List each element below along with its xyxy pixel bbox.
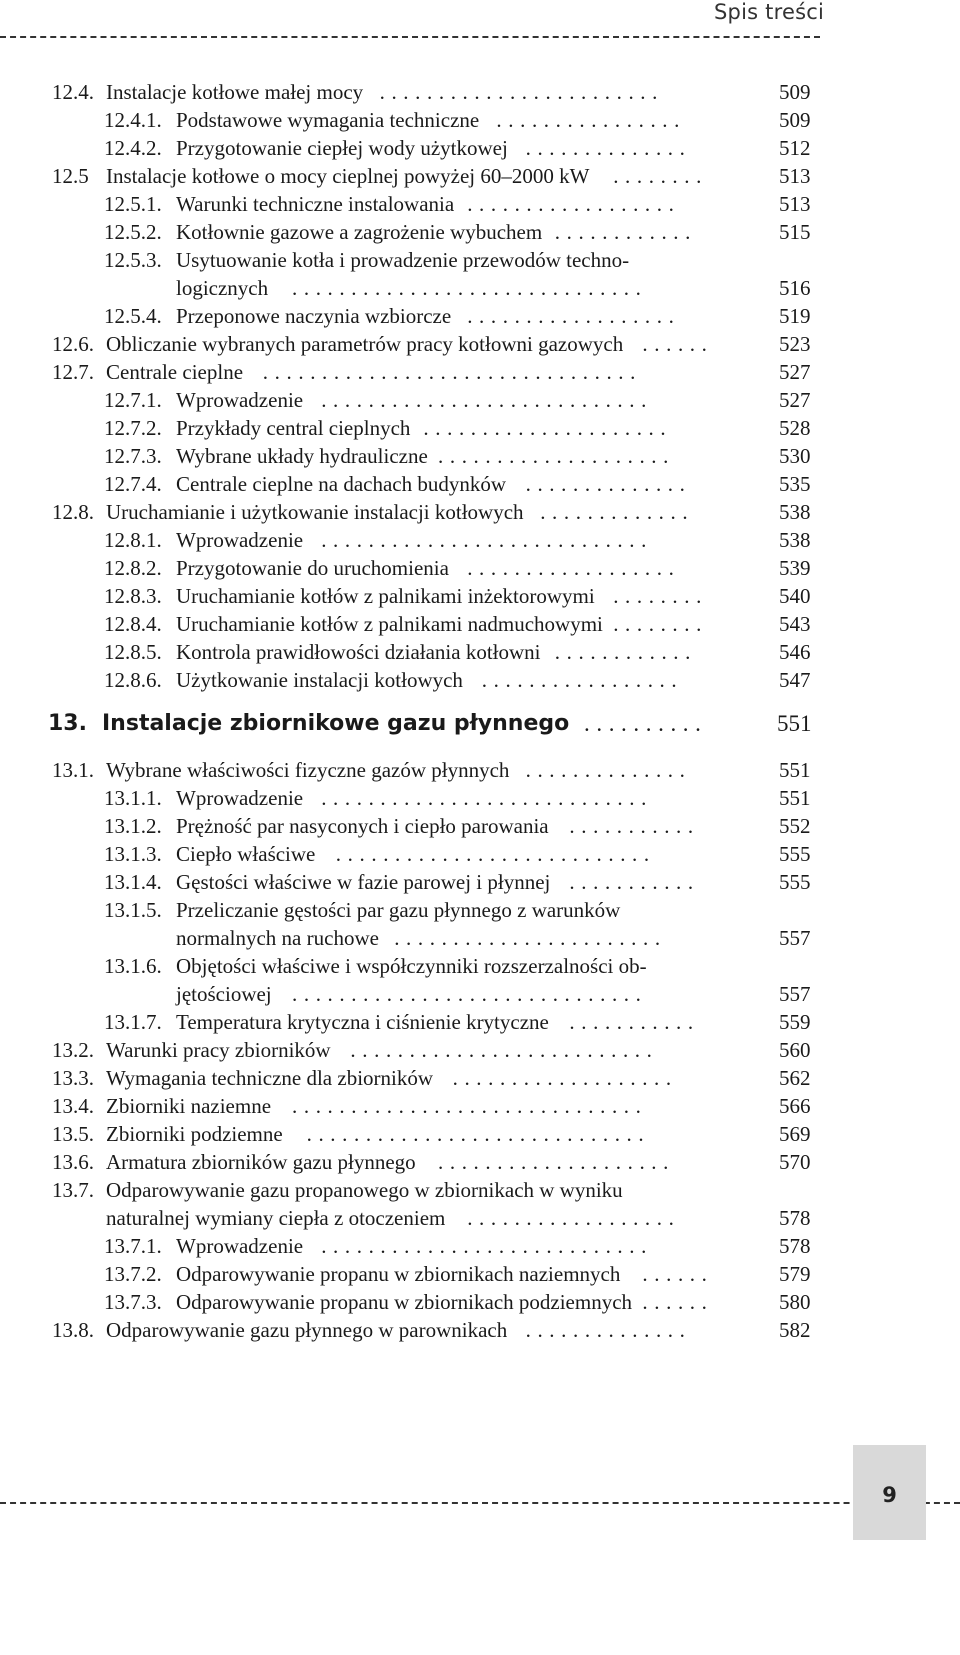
toc-entry-title: Przeliczanie gęstości par gazu płynnego z warunków xyxy=(176,898,621,922)
toc-entry xyxy=(0,952,960,980)
toc-entry-number: 13.2. xyxy=(52,1038,94,1062)
toc-entry-number: 13.5. xyxy=(52,1122,94,1146)
toc-entry-number: 13.1.6. xyxy=(104,954,162,978)
toc-entry-title: Wprowadzenie xyxy=(176,528,304,552)
toc-entry-number: 13.1.4. xyxy=(104,870,162,894)
toc-entry xyxy=(0,784,960,812)
toc-entry-page: 551 xyxy=(779,786,811,810)
toc-entry-number: 12.7. xyxy=(52,360,94,384)
header-divider xyxy=(0,36,820,38)
toc-dot-leader: .............................. xyxy=(292,1094,648,1118)
toc-entry-continuation xyxy=(0,924,960,952)
toc-dot-leader: ........................ xyxy=(379,80,664,104)
toc-entry-title: Przygotowanie do uruchomienia xyxy=(176,556,449,580)
toc-entry-page: 515 xyxy=(779,220,811,244)
toc-entry-page: 580 xyxy=(779,1290,811,1314)
toc-entry-number: 13. xyxy=(48,711,87,736)
toc-entry-number: 13.1. xyxy=(52,758,94,782)
toc-entry xyxy=(0,1260,960,1288)
toc-entry-title: Ciepło właściwe xyxy=(176,842,316,866)
toc-entry xyxy=(0,526,960,554)
toc-entry xyxy=(0,442,960,470)
toc-dot-leader: ...... xyxy=(642,1290,714,1314)
toc-entry xyxy=(0,386,960,414)
toc-entry-page: 551 xyxy=(777,711,812,736)
toc-entry-title: Wybrane właściwości fizyczne gazów płynnych xyxy=(106,758,510,782)
toc-dot-leader: .................. xyxy=(467,304,681,328)
toc-entry-page: 578 xyxy=(779,1234,811,1258)
toc-dot-leader: .......................... xyxy=(350,1038,659,1062)
toc-dot-leader: ................................ xyxy=(262,360,642,384)
toc-entry-title: Wybrane układy hydrauliczne xyxy=(176,444,428,468)
toc-entry-number: 13.8. xyxy=(52,1318,94,1342)
toc-entry-continuation xyxy=(0,980,960,1008)
toc-entry-number: 12.5.4. xyxy=(104,304,162,328)
toc-entry xyxy=(0,414,960,442)
toc-dot-leader: ............................ xyxy=(321,388,653,412)
toc-entry xyxy=(0,162,960,190)
toc-entry-title: Odparowywanie gazu propanowego w zbiornikach w wyniku xyxy=(106,1178,623,1202)
toc-dot-leader: ............................ xyxy=(321,1234,653,1258)
toc-chapter-entry xyxy=(0,710,960,738)
toc-entry-number: 12.4. xyxy=(52,80,94,104)
toc-entry xyxy=(0,554,960,582)
toc-entry xyxy=(0,840,960,868)
toc-entry-number: 12.8.1. xyxy=(104,528,162,552)
toc-entry xyxy=(0,78,960,106)
toc-dot-leader: .................. xyxy=(467,1206,681,1230)
toc-entry-page: 579 xyxy=(779,1262,811,1286)
toc-entry xyxy=(0,610,960,638)
toc-entry-page: 547 xyxy=(779,668,811,692)
toc-entry xyxy=(0,246,960,274)
toc-entry-title: Objętości właściwe i współczynniki rozszerzalności ob- xyxy=(176,954,647,978)
toc-entry-title: Uruchamianie kotłów z palnikami inżektorowymi xyxy=(176,584,595,608)
toc-entry xyxy=(0,190,960,218)
toc-entry xyxy=(0,666,960,694)
toc-entry-page: 538 xyxy=(779,528,811,552)
toc-entry-number: 13.1.3. xyxy=(104,842,162,866)
toc-entry xyxy=(0,756,960,784)
toc-entry xyxy=(0,868,960,896)
toc-entry-title: Przygotowanie ciepłej wody użytkowej xyxy=(176,136,508,160)
toc-entry-number: 13.7.1. xyxy=(104,1234,162,1258)
toc-entry-title: Uruchamianie kotłów z palnikami nadmuchowymi xyxy=(176,612,603,636)
toc-entry-title: Użytkowanie instalacji kotłowych xyxy=(176,668,463,692)
toc-entry-page: 562 xyxy=(779,1066,811,1090)
toc-entry-title: Odparowywanie propanu w zbiornikach podziemnych xyxy=(176,1290,633,1314)
toc-entry-title-continuation: jętościowej xyxy=(176,982,272,1006)
toc-dot-leader: .......... xyxy=(584,711,708,736)
toc-entry-page: 530 xyxy=(779,444,811,468)
toc-entry-number: 12.8.2. xyxy=(104,556,162,580)
toc-entry-page: 560 xyxy=(779,1038,811,1062)
toc-entry-number: 12.7.4. xyxy=(104,472,162,496)
toc-entry-page: 582 xyxy=(779,1318,811,1342)
toc-dot-leader: .................. xyxy=(467,556,681,580)
toc-entry-title: Centrale cieplne na dachach budynków xyxy=(176,472,507,496)
toc-entry-number: 13.6. xyxy=(52,1150,94,1174)
toc-entry-page: 578 xyxy=(779,1206,811,1230)
toc-entry-number: 12.6. xyxy=(52,332,94,356)
toc-entry-title: Odparowywanie propanu w zbiornikach naziemnych xyxy=(176,1262,621,1286)
toc-entry-page: 559 xyxy=(779,1010,811,1034)
toc-entry-title: Wprowadzenie xyxy=(176,786,304,810)
toc-dot-leader: ............ xyxy=(554,640,697,664)
toc-entry-title-continuation: normalnych na ruchowe xyxy=(176,926,379,950)
toc-dot-leader: .............................. xyxy=(292,982,648,1006)
toc-entry-number: 13.4. xyxy=(52,1094,94,1118)
toc-entry xyxy=(0,358,960,386)
toc-dot-leader: .............. xyxy=(525,758,692,782)
toc-entry-number: 12.7.2. xyxy=(104,416,162,440)
toc-entry-page: 516 xyxy=(779,276,811,300)
toc-dot-leader: ...... xyxy=(642,1262,714,1286)
toc-entry-page: 519 xyxy=(779,304,811,328)
toc-entry-page: 555 xyxy=(779,870,811,894)
toc-dot-leader: .............. xyxy=(525,136,692,160)
toc-entry-page: 539 xyxy=(779,556,811,580)
toc-entry-title: Zbiorniki podziemne xyxy=(106,1122,283,1146)
toc-dot-leader: ........................... xyxy=(335,842,656,866)
toc-entry-page: 540 xyxy=(779,584,811,608)
toc-entry-title: Przeponowe naczynia wzbiorcze xyxy=(176,304,452,328)
toc-entry-page: 527 xyxy=(779,360,811,384)
toc-dot-leader: ................ xyxy=(496,108,686,132)
toc-entry-title: Warunki pracy zbiorników xyxy=(106,1038,331,1062)
toc-entry xyxy=(0,638,960,666)
toc-entry-number: 12.5.3. xyxy=(104,248,162,272)
toc-entry-continuation xyxy=(0,1204,960,1232)
toc-entry-number: 13.7.2. xyxy=(104,1262,162,1286)
toc-entry xyxy=(0,1092,960,1120)
toc-entry-continuation xyxy=(0,274,960,302)
toc-entry-number: 12.8.5. xyxy=(104,640,162,664)
toc-entry-title: Gęstości właściwe w fazie parowej i płynnej xyxy=(176,870,551,894)
toc-entry-number: 12.8.4. xyxy=(104,612,162,636)
toc-entry-title: Obliczanie wybranych parametrów pracy kotłowni gazowych xyxy=(106,332,624,356)
toc-entry xyxy=(0,1148,960,1176)
toc-dot-leader: .................... xyxy=(438,444,675,468)
toc-entry xyxy=(0,470,960,498)
toc-entry-number: 12.5 xyxy=(52,164,89,188)
toc-entry xyxy=(0,1008,960,1036)
toc-entry-page: 552 xyxy=(779,814,811,838)
toc-entry-title: Temperatura krytyczna i ciśnienie krytyczne xyxy=(176,1010,549,1034)
toc-entry-number: 13.1.5. xyxy=(104,898,162,922)
toc-entry-title: Wprowadzenie xyxy=(176,1234,304,1258)
toc-dot-leader: ........ xyxy=(613,612,708,636)
footer-divider xyxy=(0,1502,960,1504)
toc-dot-leader: ........ xyxy=(613,164,708,188)
toc-entry-number: 12.8.3. xyxy=(104,584,162,608)
toc-dot-leader: ........... xyxy=(569,814,700,838)
toc-entry-page: 535 xyxy=(779,472,811,496)
toc-entry xyxy=(0,330,960,358)
toc-entry xyxy=(0,812,960,840)
toc-dot-leader: ............................. xyxy=(306,1122,651,1146)
toc-entry-title: Instalacje zbiornikowe gazu płynnego xyxy=(102,711,570,736)
toc-entry-title-continuation: logicznych xyxy=(176,276,269,300)
toc-entry xyxy=(0,302,960,330)
toc-entry-number: 12.7.1. xyxy=(104,388,162,412)
toc-entry-title: Podstawowe wymagania techniczne xyxy=(176,108,480,132)
toc-dot-leader: .................. xyxy=(467,192,681,216)
toc-entry xyxy=(0,218,960,246)
toc-entry-page: 509 xyxy=(779,80,811,104)
toc-entry-title: Przykłady central cieplnych xyxy=(176,416,411,440)
toc-entry-title: Wprowadzenie xyxy=(176,388,304,412)
toc-entry-number: 13.1.7. xyxy=(104,1010,162,1034)
toc-entry xyxy=(0,106,960,134)
toc-dot-leader: ..................... xyxy=(423,416,673,440)
toc-entry-title: Kontrola prawidłowości działania kotłowni xyxy=(176,640,541,664)
toc-dot-leader: ...... xyxy=(642,332,714,356)
toc-entry-number: 12.5.1. xyxy=(104,192,162,216)
page-number-box xyxy=(853,1445,926,1540)
toc-entry xyxy=(0,1120,960,1148)
toc-dot-leader: ............ xyxy=(554,220,697,244)
toc-dot-leader: .............. xyxy=(525,1318,692,1342)
toc-entry-number: 12.7.3. xyxy=(104,444,162,468)
toc-dot-leader: ............................ xyxy=(321,786,653,810)
toc-entry-title: Uruchamianie i użytkowanie instalacji kotłowych xyxy=(106,500,524,524)
toc-entry-title-continuation: naturalnej wymiany ciepła z otoczeniem xyxy=(106,1206,446,1230)
toc-entry-page: 509 xyxy=(779,108,811,132)
toc-entry-page: 557 xyxy=(779,982,811,1006)
toc-entry-page: 546 xyxy=(779,640,811,664)
toc-entry-page: 513 xyxy=(779,164,811,188)
toc-dot-leader: .............................. xyxy=(292,276,648,300)
toc-entry xyxy=(0,1316,960,1344)
toc-entry-title: Prężność par nasyconych i ciepło parowania xyxy=(176,814,549,838)
toc-dot-leader: .................... xyxy=(438,1150,675,1174)
toc-dot-leader: ........... xyxy=(569,870,700,894)
toc-dot-leader: ................. xyxy=(481,668,684,692)
toc-entry-title: Zbiorniki naziemne xyxy=(106,1094,272,1118)
toc-entry-number: 12.5.2. xyxy=(104,220,162,244)
toc-entry-title: Warunki techniczne instalowania xyxy=(176,192,455,216)
toc-entry xyxy=(0,134,960,162)
toc-entry-page: 566 xyxy=(779,1094,811,1118)
page-number: 9 xyxy=(882,1483,897,1507)
toc-entry xyxy=(0,896,960,924)
running-header-title: Spis treści xyxy=(714,0,824,24)
toc-entry xyxy=(0,582,960,610)
toc-dot-leader: ........ xyxy=(613,584,708,608)
toc-dot-leader: ............................ xyxy=(321,528,653,552)
toc-entry xyxy=(0,498,960,526)
toc-entry-page: 570 xyxy=(779,1150,811,1174)
toc-entry-number: 12.8. xyxy=(52,500,94,524)
toc-entry xyxy=(0,1288,960,1316)
toc-entry-title: Kotłownie gazowe a zagrożenie wybuchem xyxy=(176,220,543,244)
toc-entry-page: 527 xyxy=(779,388,811,412)
toc-dot-leader: .............. xyxy=(525,472,692,496)
toc-entry-page: 551 xyxy=(779,758,811,782)
toc-entry-title: Wymagania techniczne dla zbiorników xyxy=(106,1066,434,1090)
toc-entry-page: 557 xyxy=(779,926,811,950)
toc-entry-page: 512 xyxy=(779,136,811,160)
toc-entry-title: Armatura zbiorników gazu płynnego xyxy=(106,1150,416,1174)
toc-entry xyxy=(0,1064,960,1092)
toc-entry-number: 13.7. xyxy=(52,1178,94,1202)
toc-dot-leader: ................... xyxy=(452,1066,678,1090)
toc-entry-number: 13.1.2. xyxy=(104,814,162,838)
toc-dot-leader: ....................... xyxy=(394,926,667,950)
toc-entry-number: 13.7.3. xyxy=(104,1290,162,1314)
toc-entry-page: 555 xyxy=(779,842,811,866)
toc-entry-title: Centrale cieplne xyxy=(106,360,244,384)
toc-entry-number: 12.4.1. xyxy=(104,108,162,132)
toc-entry xyxy=(0,1036,960,1064)
toc-entry-number: 13.1.1. xyxy=(104,786,162,810)
toc-entry-number: 13.3. xyxy=(52,1066,94,1090)
toc-entry-page: 523 xyxy=(779,332,811,356)
toc-entry-title: Usytuowanie kotła i prowadzenie przewodów techno- xyxy=(176,248,630,272)
toc-entry-page: 538 xyxy=(779,500,811,524)
toc-entry-page: 543 xyxy=(779,612,811,636)
toc-entry xyxy=(0,1176,960,1204)
toc-dot-leader: ............. xyxy=(540,500,695,524)
toc-entry-page: 528 xyxy=(779,416,811,440)
toc-entry-title: Instalacje kotłowe małej mocy xyxy=(106,80,364,104)
toc-entry-title: Instalacje kotłowe o mocy cieplnej powyżej 60–2000 kW xyxy=(106,164,590,188)
toc-entry-page: 569 xyxy=(779,1122,811,1146)
toc-entry xyxy=(0,1232,960,1260)
toc-entry-number: 12.4.2. xyxy=(104,136,162,160)
toc-dot-leader: ........... xyxy=(569,1010,700,1034)
toc-entry-number: 12.8.6. xyxy=(104,668,162,692)
toc-entry-page: 513 xyxy=(779,192,811,216)
toc-entry-title: Odparowywanie gazu płynnego w parownikach xyxy=(106,1318,508,1342)
